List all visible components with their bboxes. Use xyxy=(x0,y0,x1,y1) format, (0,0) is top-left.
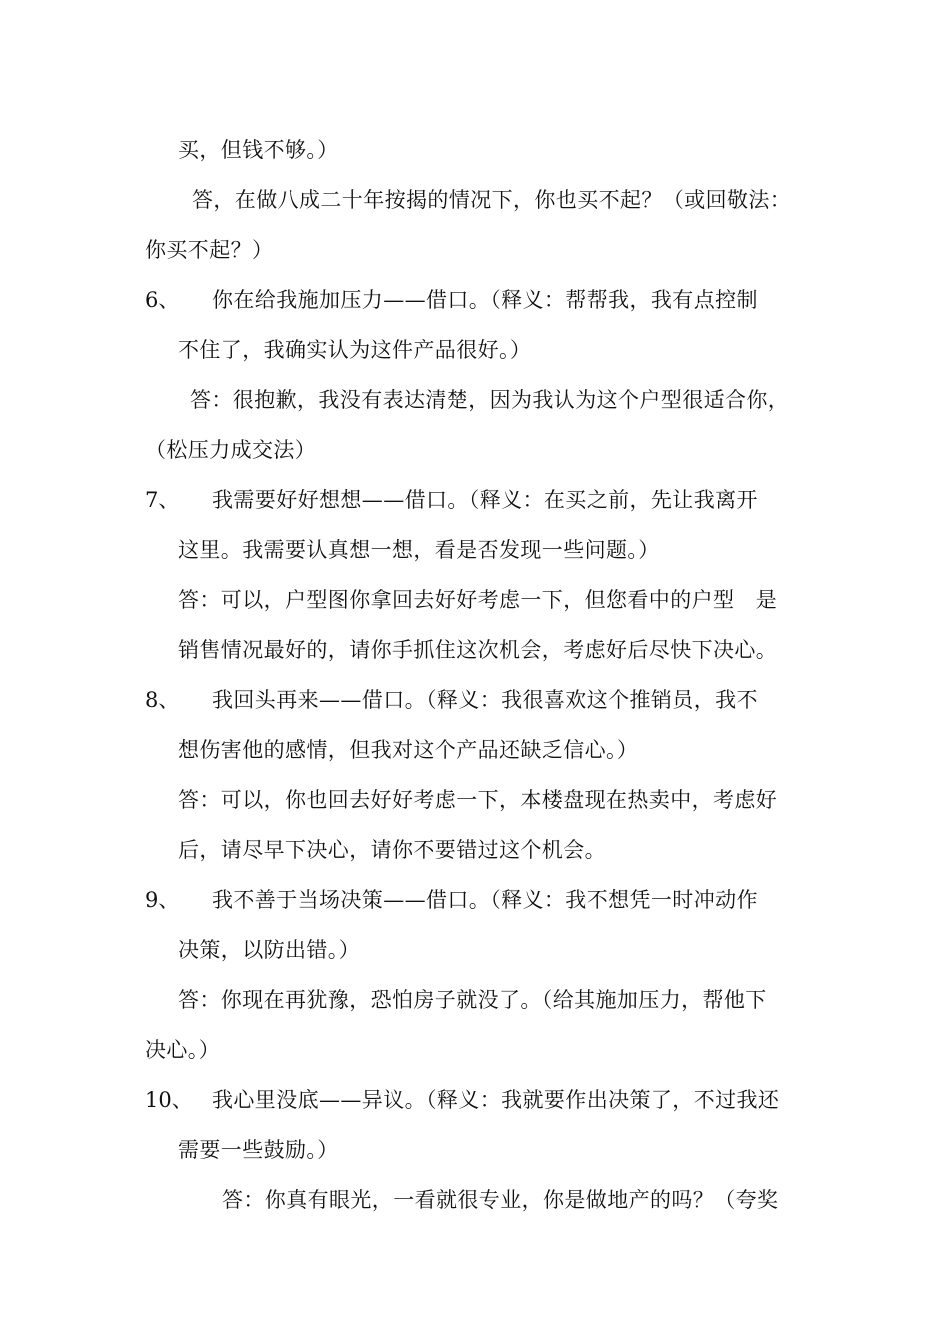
text-line: 你买不起？） xyxy=(145,238,274,262)
answer-line: 答，在做八成二十年按揭的情况下，你也买不起？（或回敬法： xyxy=(192,188,792,212)
text-line: 需要一些鼓励。） xyxy=(178,1138,339,1162)
answer-line: 答：你现在再犹豫，恐怕房子就没了。（给其施加压力，帮他下 xyxy=(178,988,767,1012)
text-line: （松压力成交法） xyxy=(145,438,317,462)
objection-line: 你在给我施加压力——借口。（释义：帮帮我，我有点控制 xyxy=(212,288,758,312)
text-line: 决策，以防出错。） xyxy=(178,938,361,962)
text-line: 这里。我需要认真想一想，看是否发现一些问题。） xyxy=(178,538,660,562)
objection-line: 我心里没底——异议。（释义：我就要作出决策了，不过我还 xyxy=(212,1088,780,1112)
text-line: 不住了，我确实认为这件产品很好。） xyxy=(178,338,532,362)
answer-line: 答：可以，你也回去好好考虑一下，本楼盘现在热卖中，考虑好 xyxy=(178,788,778,812)
text-line: 决心。） xyxy=(145,1038,221,1062)
text-line: 后，请尽早下决心，请你不要错过这个机会。 xyxy=(178,838,606,862)
text-line: 买，但钱不够。） xyxy=(178,138,339,162)
answer-line: 答：很抱歉，我没有表达清楚，因为我认为这个户型很适合你， xyxy=(190,388,790,412)
objection-line: 我需要好好想想——借口。（释义：在买之前，先让我离开 xyxy=(212,488,758,512)
item-number: 6、 xyxy=(145,288,180,312)
item-number: 10、 xyxy=(145,1088,193,1112)
objection-line: 我不善于当场决策——借口。（释义：我不想凭一时冲动作 xyxy=(212,888,758,912)
text-line: 想伤害他的感情，但我对这个产品还缺乏信心。） xyxy=(178,738,639,762)
item-number: 7、 xyxy=(145,488,180,512)
item-number: 8、 xyxy=(145,688,180,712)
item-number: 9、 xyxy=(145,888,180,912)
objection-line: 我回头再来——借口。（释义：我很喜欢这个推销员，我不 xyxy=(212,688,758,712)
text-line: 销售情况最好的，请你手抓住这次机会，考虑好后尽快下决心。 xyxy=(178,638,778,662)
answer-line: 答：你真有眼光，一看就很专业，你是做地产的吗？（夸奖 xyxy=(222,1188,779,1212)
answer-line: 答：可以，户型图你拿回去好好考虑一下，但您看中的户型 是 xyxy=(178,588,778,612)
